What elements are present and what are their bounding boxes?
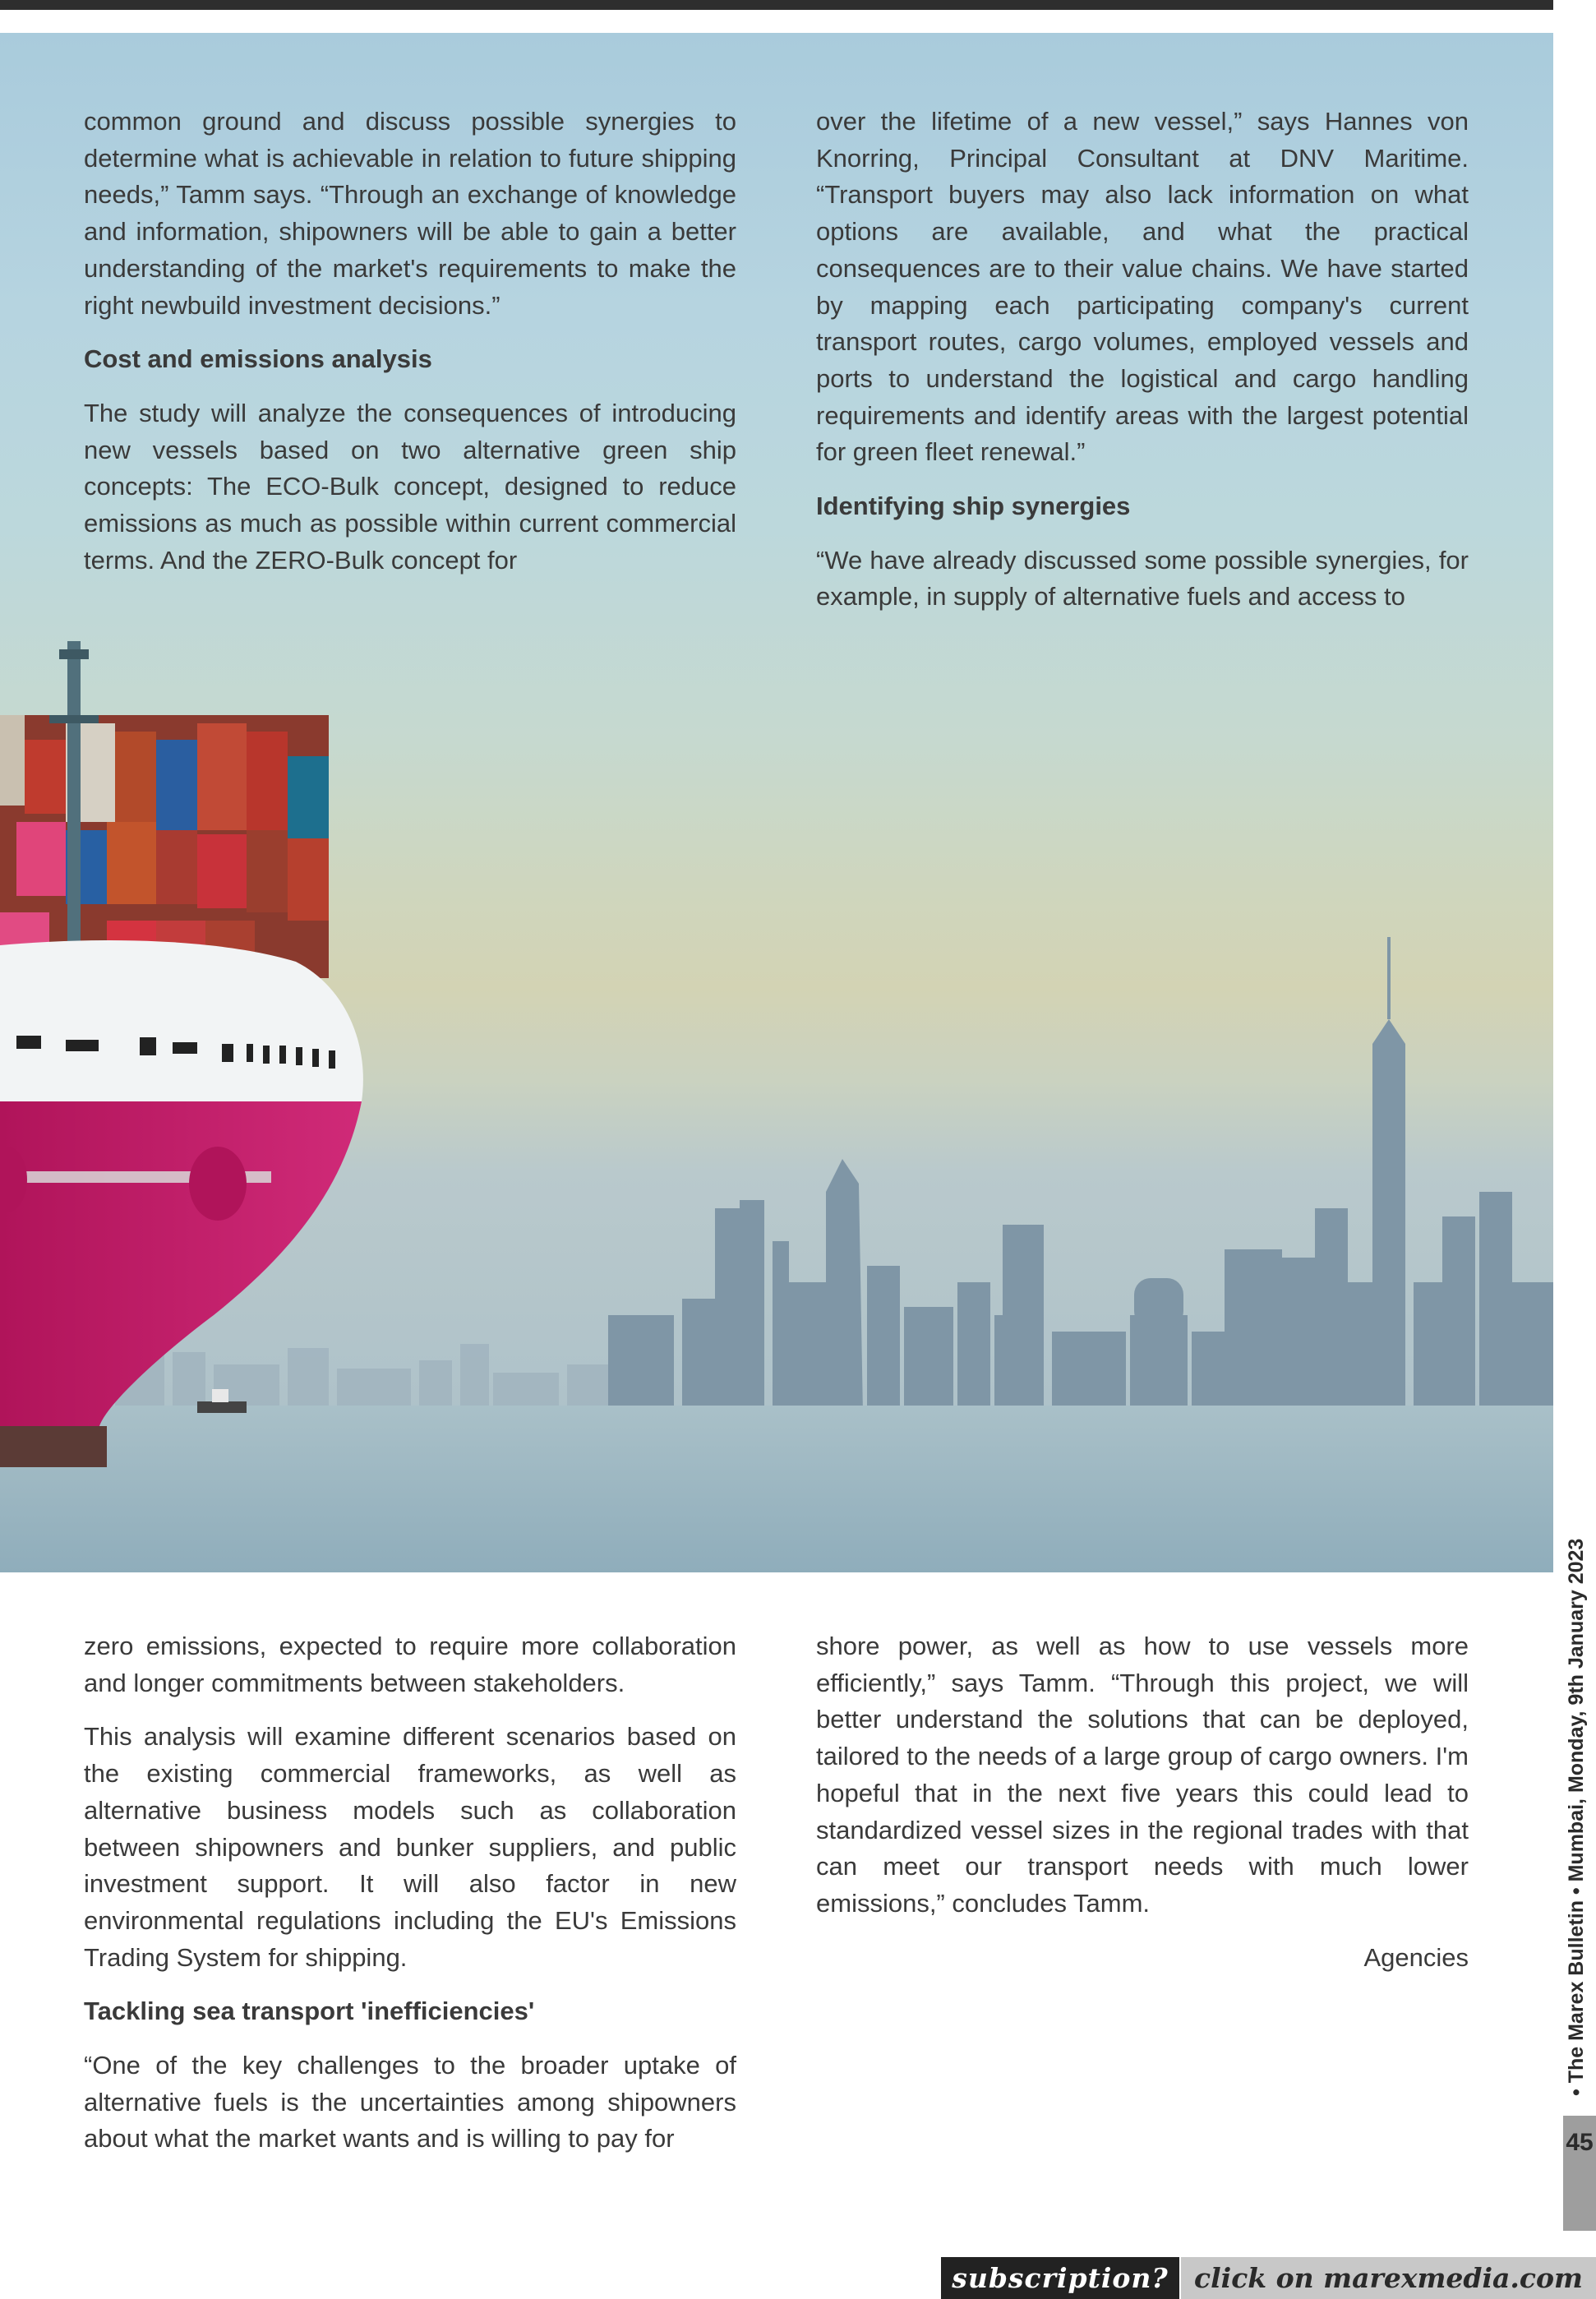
page-number: 45 xyxy=(1563,2116,1596,2231)
source-credit: Agencies xyxy=(1363,1942,1469,1972)
paragraph: The study will analyze the consequences of introducing new vessels based on two alternative green ship concepts: The ECO-Bulk concept, designed to reduce emissions as much as possible within current commercial terms. And the ZERO-Bulk concept for xyxy=(84,398,736,575)
paragraph: “We have already discussed some possible synergies, for example, in supply of alternative fuels and access to xyxy=(816,545,1469,612)
website-link[interactable]: click on marexmedia.com xyxy=(1181,2257,1596,2299)
paragraph: shore power, as well as how to use vessels more efficiently,” says Tamm. “Through this project, we will better understand the solutions that can be deployed, tailored to the needs of a large group of cargo owners. I'm hopeful that in the next five years this could lead to standardized vessel sizes in the regional trades with that can meet our transport needs with much lower emissions,” concludes Tamm. xyxy=(816,1632,1469,1918)
column-3 xyxy=(84,1628,736,2175)
paragraph: over the lifetime of a new vessel,” says Hannes von Knorring, Principal Consultant at DNV Maritime. “Transport buyers may also lack information on what options are available, and what the practical consequences are to their value chains. We have started by mapping each participating company's current transport routes, cargo volumes, employed vessels and ports to understand the logistical and cargo handling requirements and identify areas with the largest potential for green fleet renewal.” xyxy=(816,107,1469,467)
subheading-cost-emissions: Cost and emissions analysis xyxy=(84,344,432,374)
paragraph: “One of the key challenges to the broader uptake of alternative fuels is the uncertainties among shipowners about what the market wants and is willing to pay for xyxy=(84,2051,736,2154)
paragraph: zero emissions, expected to require more collaboration and longer commitments between stakeholders. xyxy=(84,1632,736,1697)
subheading-sea-transport: Tackling sea transport 'inefficiencies' xyxy=(84,1997,535,2026)
publication-running-head: • The Marex Bulletin • Mumbai, Monday, 9th January 2023 xyxy=(1565,1538,1588,2096)
paragraph: This analysis will examine different scenarios based on the existing commercial frameworks, as well as alternative business models such as collaboration between shipowners and bunker suppliers, and public investment support. It will also factor in new environmental regulations including the EU's Emissions Trading System for shipping. xyxy=(84,1722,736,1972)
column-1 xyxy=(84,104,736,596)
column-2 xyxy=(816,104,1469,633)
column-4 xyxy=(816,1628,1469,1993)
top-rule xyxy=(0,0,1553,10)
paragraph: common ground and discuss possible synergies to determine what is achievable in relation to future shipping needs,” Tamm says. “Through an exchange of knowledge and information, shipowners will be able to gain a better understanding of the market's requirements to make the right newbuild investment decisions.” xyxy=(84,107,736,320)
subscription-banner[interactable]: subscription? xyxy=(941,2257,1179,2299)
subheading-ship-synergies: Identifying ship synergies xyxy=(816,492,1131,521)
